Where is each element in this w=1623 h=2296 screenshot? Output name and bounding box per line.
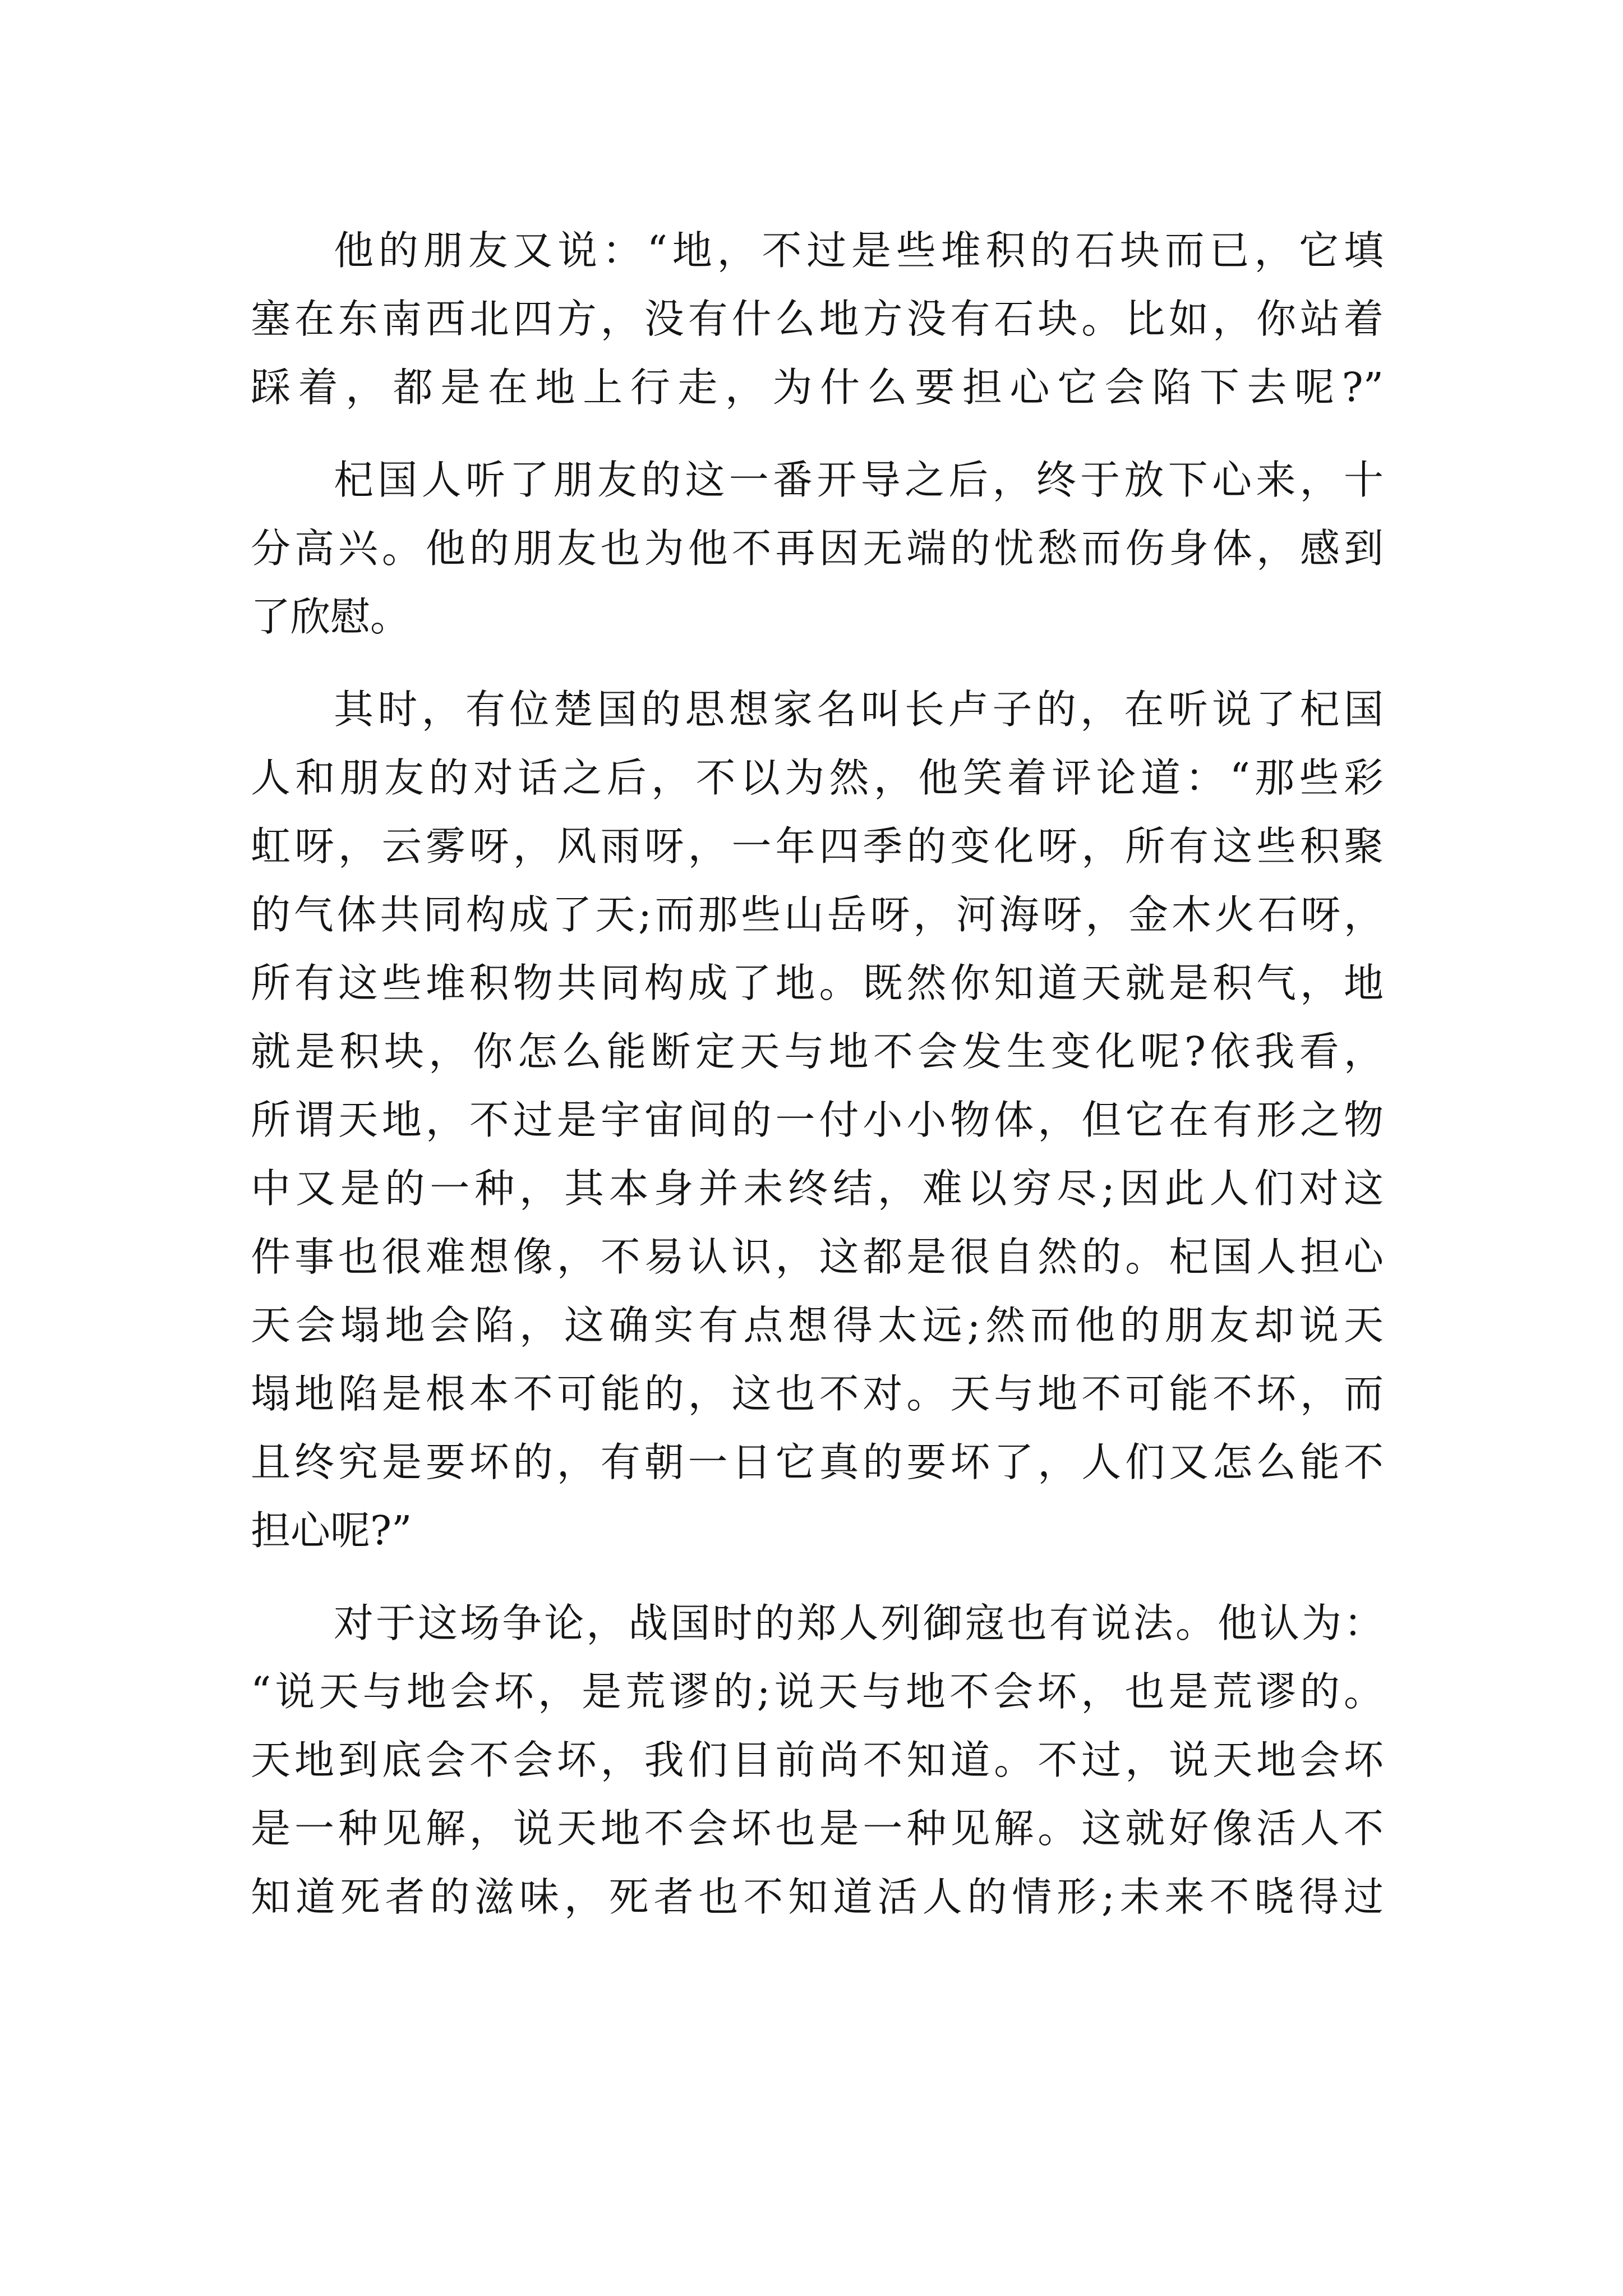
text-line: 塌地陷是根本不可能的，这也不对。天与地不可能不坏，而 — [251, 1370, 1384, 1417]
text-line: 了欣慰。 — [251, 593, 411, 640]
text-line: 天会塌地会陷，这确实有点想得太远;然而他的朋友却说天 — [251, 1302, 1384, 1349]
text-line: 踩着，都是在地上行走，为什么要担心它会陷下去呢?” — [251, 364, 1384, 411]
text-line: “说天与地会坏，是荒谬的;说天与地不会坏，也是荒谬的。 — [251, 1668, 1384, 1715]
text-line: 就是积块，你怎么能断定天与地不会发生变化呢?依我看， — [251, 1028, 1384, 1075]
text-line: 是一种见解，说天地不会坏也是一种见解。这就好像活人不 — [251, 1805, 1384, 1852]
text-line: 所有这些堆积物共同构成了地。既然你知道天就是积气，地 — [251, 960, 1384, 1006]
text-line: 分高兴。他的朋友也为他不再因无端的忧愁而伤身体，感到 — [251, 525, 1384, 572]
text-line: 担心呢?” — [251, 1507, 412, 1554]
text-line: 杞国人听了朋友的这一番开导之后，终于放下心来，十 — [334, 457, 1384, 503]
text-line: 对于这场争论，战国时的郑人列御寇也有说法。他认为： — [334, 1600, 1384, 1646]
text-line: 中又是的一种，其本身并未终结，难以穷尽;因此人们对这 — [251, 1165, 1384, 1212]
text-line: 件事也很难想像，不易认识，这都是很自然的。杞国人担心 — [251, 1234, 1384, 1280]
text-line: 其时，有位楚国的思想家名叫长卢子的，在听说了杞国 — [334, 686, 1384, 733]
text-line: 他的朋友又说：“地，不过是些堆积的石块而已，它填 — [334, 227, 1384, 274]
text-line: 的气体共同构成了天;而那些山岳呀，河海呀，金木火石呀， — [251, 891, 1384, 938]
text-line: 所谓天地，不过是宇宙间的一付小小物体，但它在有形之物 — [251, 1097, 1384, 1143]
text-line: 人和朋友的对话之后，不以为然，他笑着评论道：“那些彩 — [251, 754, 1384, 801]
text-line: 且终究是要坏的，有朝一日它真的要坏了，人们又怎么能不 — [251, 1439, 1384, 1485]
text-line: 虹呀，云雾呀，风雨呀，一年四季的变化呀，所有这些积聚 — [251, 823, 1384, 869]
text-line: 天地到底会不会坏，我们目前尚不知道。不过，说天地会坏 — [251, 1737, 1384, 1783]
text-line: 塞在东南西北四方，没有什么地方没有石块。比如，你站着 — [251, 296, 1384, 342]
text-line: 知道死者的滋味，死者也不知道活人的情形;未来不晓得过 — [251, 1874, 1384, 1920]
